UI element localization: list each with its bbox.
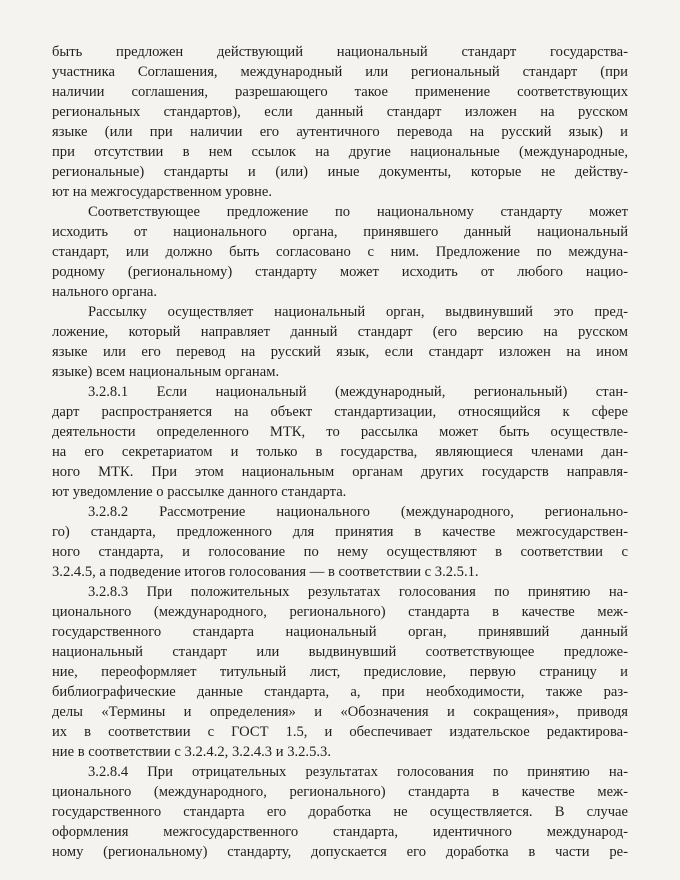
text-line: Рассылку осуществляет национальный орган, выдвинувший это пред- [88, 304, 628, 320]
text-line: ют на межгосударственном уровне. [52, 184, 272, 200]
text-line: деятельности определенного МТК, то рассылка может быть осуществле- [52, 424, 628, 440]
text-line: региональные) стандарты и (или) иные документы, которые не действу- [52, 164, 628, 180]
text-line: государственного стандарта национальный орган, принявший данный [52, 624, 628, 640]
paragraph [52, 762, 628, 862]
document-body-text [52, 42, 628, 862]
text-line: ют уведомление о рассылке данного стандарта. [52, 484, 347, 500]
text-line: ному (региональному) стандарту, допускается его доработка в части ре- [52, 844, 628, 860]
text-line: ционального (международного, регионального) стандарта в качестве меж- [52, 604, 628, 620]
text-line: ционального (международного, регионального) стандарта в качестве меж- [52, 784, 628, 800]
text-line: наличии соглашения, разрешающего такое применение соответствующих [52, 84, 628, 100]
text-line: языке (или при наличии его аутентичного перевода на русский язык) и [52, 124, 628, 140]
text-line: делы «Термины и определения» и «Обозначения и сокращения», приводя [52, 704, 628, 720]
paragraph [52, 382, 628, 502]
text-line: их в соответствии с ГОСТ 1.5, и обеспечивает издательское редактирова- [52, 724, 628, 740]
text-line: нального органа. [52, 284, 158, 300]
paragraph [52, 202, 628, 302]
text-line: 3.2.8.3 При положительных результатах голосования по принятию на- [88, 584, 628, 600]
text-line: 3.2.8.2 Рассмотрение национального (международного, регионально- [88, 504, 628, 520]
text-line: стандарт, или должно быть согласовано с ним. Предложение по междуна- [52, 244, 628, 260]
text-line: 3.2.4.5, а подведение итогов голосования — в соответствии с 3.2.5.1. [52, 564, 479, 580]
text-line: Соответствующее предложение по национальному стандарту может [88, 204, 628, 220]
text-line: исходить от национального органа, принявшего данный национальный [52, 224, 628, 240]
text-line: региональных стандартов), если данный стандарт изложен на русском [52, 104, 628, 120]
text-line: национальный стандарт или выдвинувший соответствующее предложе- [52, 644, 628, 660]
paragraph [52, 302, 628, 382]
text-line: языке) всем национальным органам. [52, 364, 280, 380]
text-line: языке или его перевод на русский язык, если стандарт изложен на ином [52, 344, 628, 360]
text-line: го) стандарта, предложенного для принятия в качестве межгосударствен- [52, 524, 628, 540]
text-line: участника Соглашения, международный или региональный стандарт (при [52, 64, 628, 80]
text-line: дарт распространяется на объект стандартизации, относящийся к сфере [52, 404, 628, 420]
text-line: родному (региональному) стандарту может исходить от любого нацио- [52, 264, 628, 280]
text-line: оформления межгосударственного стандарта, идентичного международ- [52, 824, 628, 840]
text-line: 3.2.8.4 При отрицательных результатах голосования по принятию на- [88, 764, 628, 780]
text-line: быть предложен действующий национальный стандарт государства- [52, 44, 628, 60]
text-line: ного МТК. При этом национальным органам других государств направля- [52, 464, 628, 480]
text-line: библиографические данные стандарта, а, при необходимости, также раз- [52, 684, 628, 700]
text-line: ние в соответствии с 3.2.4.2, 3.2.4.3 и 3.2.5.3. [52, 744, 331, 760]
paragraph [52, 502, 628, 582]
text-line: при отсутствии в нем ссылок на другие национальные (международные, [52, 144, 628, 160]
text-line: ложение, который направляет данный стандарт (его версию на русском [52, 324, 628, 340]
text-line: государственного стандарта его доработка не осуществляется. В случае [52, 804, 628, 820]
paragraph [52, 42, 628, 202]
text-line: ного стандарта, и голосование по нему осуществляют в соответствии с [52, 544, 628, 560]
text-line: 3.2.8.1 Если национальный (международный, региональный) стан- [88, 384, 628, 400]
paragraph [52, 582, 628, 762]
text-line: на его секретариатом и только в государства, являющиеся членами дан- [52, 444, 628, 460]
text-line: ние, переоформляет титульный лист, предисловие, первую страницу и [52, 664, 628, 680]
